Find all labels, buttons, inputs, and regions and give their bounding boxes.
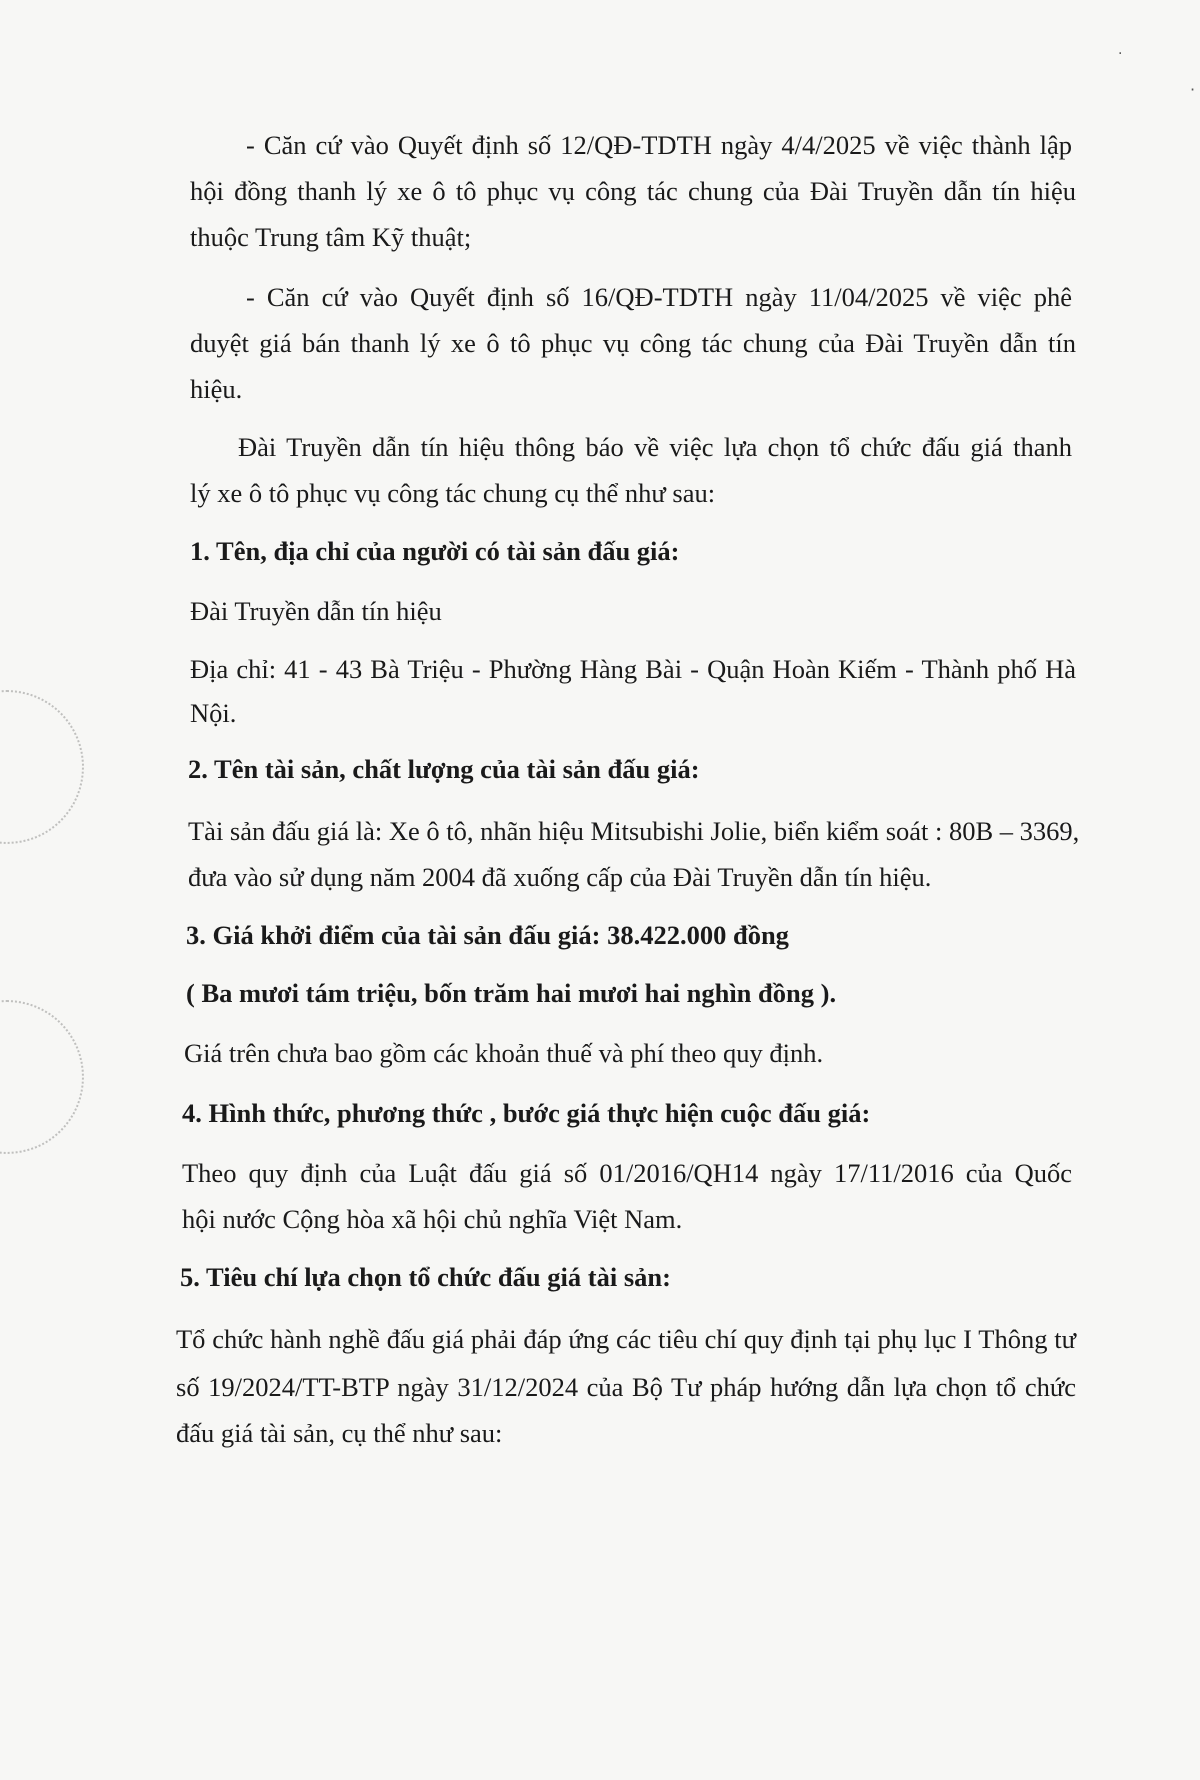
section-4-line: Theo quy định của Luật đấu giá số 01/2016/QH14 ngày 17/11/2016 của Quốc [182,1158,1072,1188]
section-2-line: Tài sản đấu giá là: Xe ô tô, nhãn hiệu Mitsubishi Jolie, biển kiểm soát : 80B – 3369, [188,816,1080,846]
section-5-line: đấu giá tài sản, cụ thể như sau: [176,1418,503,1448]
section-2-line: đưa vào sử dụng năm 2004 đã xuống cấp của Đài Truyền dẫn tín hiệu. [188,862,932,892]
intro-line: lý xe ô tô phục vụ công tác chung cụ thể như sau: [190,478,716,508]
intro-line: - Căn cứ vào Quyết định số 12/QĐ-TDTH ngày 4/4/2025 về việc thành lập [246,130,1072,160]
section-1-line: Nội. [190,698,237,728]
section-2-heading: 2. Tên tài sản, chất lượng của tài sản đấu giá: [188,754,700,784]
intro-line: - Căn cứ vào Quyết định số 16/QĐ-TDTH ngày 11/04/2025 về việc phê [246,282,1072,312]
intro-line: hội đồng thanh lý xe ô tô phục vụ công tác chung của Đài Truyền dẫn tín hiệu [190,176,1076,206]
paper-speck: · [1118,46,1123,62]
section-3-heading: 3. Giá khởi điểm của tài sản đấu giá: 38.422.000 đồng [186,920,789,950]
section-1-heading: 1. Tên, địa chỉ của người có tài sản đấu giá: [190,536,680,566]
stamp-fragment-lower [0,1000,84,1154]
intro-line: thuộc Trung tâm Kỹ thuật; [190,222,472,252]
section-5-line: Tổ chức hành nghề đấu giá phải đáp ứng các tiêu chí quy định tại phụ lục I Thông tư [176,1324,1076,1354]
section-1-line: Địa chỉ: 41 - 43 Bà Triệu - Phường Hàng Bài - Quận Hoàn Kiếm - Thành phố Hà [190,654,1076,684]
price-note: Giá trên chưa bao gồm các khoản thuế và phí theo quy định. [184,1038,824,1068]
amount-in-words: ( Ba mươi tám triệu, bốn trăm hai mươi hai nghìn đồng ). [186,978,837,1008]
intro-line: duyệt giá bán thanh lý xe ô tô phục vụ công tác chung của Đài Truyền dẫn tín [190,328,1076,358]
intro-line: hiệu. [190,374,243,404]
section-4-line: hội nước Cộng hòa xã hội chủ nghĩa Việt Nam. [182,1204,683,1234]
stamp-fragment-upper [0,690,84,844]
intro-line: Đài Truyền dẫn tín hiệu thông báo về việc lựa chọn tổ chức đấu giá thanh [238,432,1072,462]
section-5-line: số 19/2024/TT-BTP ngày 31/12/2024 của Bộ Tư pháp hướng dẫn lựa chọn tổ chức [176,1372,1076,1402]
section-5-heading: 5. Tiêu chí lựa chọn tổ chức đấu giá tài sản: [180,1262,671,1292]
section-1-line: Đài Truyền dẫn tín hiệu [190,596,442,626]
paper-speck: · [1190,80,1196,99]
section-4-heading: 4. Hình thức, phương thức , bước giá thực hiện cuộc đấu giá: [182,1098,871,1128]
